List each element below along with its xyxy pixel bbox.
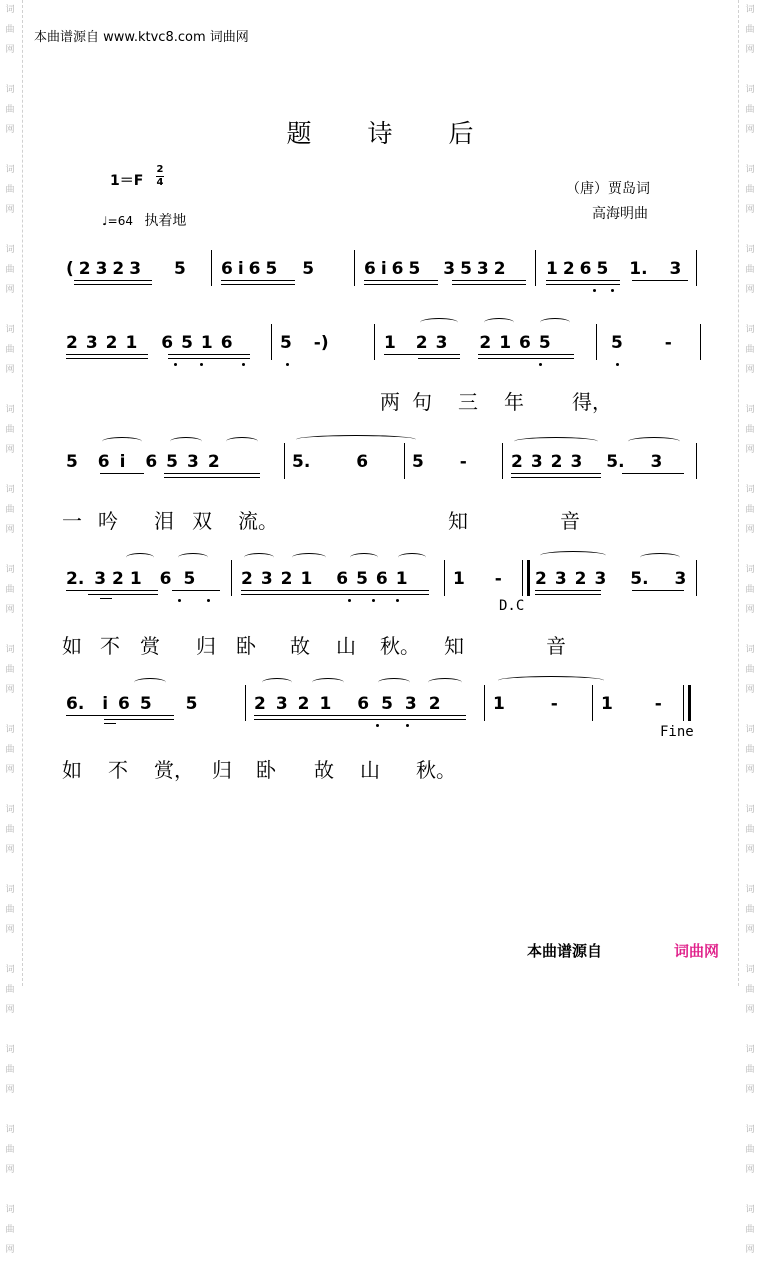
note-group: 2. <box>66 569 85 589</box>
note-group: 2323 <box>511 452 591 472</box>
lyrics-row-4 <box>62 630 566 659</box>
title-char: 后 <box>448 119 474 148</box>
source-label: 本曲谱源自 <box>34 30 100 45</box>
score-row-4 <box>66 569 207 589</box>
note-group: 5. <box>292 452 311 472</box>
score-row-4b <box>241 569 416 589</box>
tempo-value: ♩=64 <box>102 214 133 228</box>
note-group: 6532 <box>145 452 229 472</box>
note-group: 6i65 <box>364 259 426 279</box>
note-group: 6i65 <box>221 259 283 279</box>
fine-mark: Fine <box>660 724 694 740</box>
note-group: 1. <box>629 259 648 279</box>
lyric: 归 <box>196 634 216 658</box>
note-group: 2321 <box>254 694 342 714</box>
lyric: 两 <box>380 390 400 414</box>
lyrics-row-3 <box>62 505 580 534</box>
lyric: 不 <box>100 634 120 658</box>
note-group: 321 <box>94 569 148 589</box>
note-group: 1 <box>384 333 396 353</box>
lyric: 如 <box>62 758 82 782</box>
lyric: 年 <box>504 390 524 414</box>
score-row-1c <box>364 259 511 279</box>
note-group: 3 <box>650 452 663 472</box>
note-group: 1 <box>453 569 465 589</box>
da-capo: D.C <box>499 598 525 614</box>
note-group: 5. <box>606 452 625 472</box>
barline <box>696 250 697 286</box>
score-row-2 <box>66 333 241 353</box>
lyric: 三 <box>458 390 478 414</box>
lyric: 归 <box>212 758 232 782</box>
composer: 高海明曲 <box>592 206 648 222</box>
note-group: i65 <box>102 694 162 714</box>
note-group: 6. <box>66 694 85 714</box>
note-group: 6i <box>97 452 136 472</box>
note-group: 5 <box>302 259 315 279</box>
lyric: 双 <box>192 509 212 533</box>
note-group: 1265 <box>546 259 614 279</box>
note-group: 3532 <box>443 259 511 279</box>
barline <box>354 250 355 286</box>
lyric: 如 <box>62 634 82 658</box>
time-bottom: 4 <box>156 177 164 188</box>
song-title <box>0 114 760 150</box>
score-row-3d <box>511 452 662 472</box>
lyric: 秋。 <box>416 758 456 782</box>
footer-site-name[interactable]: 词曲网 <box>674 942 720 960</box>
lyricist: （唐）贾岛词 <box>566 181 650 197</box>
score-row-2b <box>280 333 329 353</box>
note-group: - <box>664 333 672 353</box>
note-group: 1 <box>601 694 613 714</box>
lyric: 故 <box>290 634 310 658</box>
note-group: 6 <box>356 452 369 472</box>
note-group: 5 <box>280 333 292 353</box>
lyric: 山 <box>360 758 380 782</box>
note-group: 5 <box>174 259 186 279</box>
note-group: 5 <box>185 694 198 714</box>
note-group: -) <box>313 333 329 353</box>
lyric: 一 <box>62 509 82 533</box>
title-char: 诗 <box>367 119 393 148</box>
note-group: 6532 <box>357 694 453 714</box>
watermark-right: 词 曲 网 词 曲 网 词 曲 网 词 曲 网 词 曲 网 词 曲 网 词 曲 网 词 曲 网 词 曲 网 词 曲 网 词 曲 网 词 曲 网 词 曲 网 词 曲 网 词 曲 网 词 曲 网 <box>745 5 755 1255</box>
score-row-2d <box>611 333 672 353</box>
time-top: 2 <box>156 164 164 175</box>
lyric: 山 <box>336 634 356 658</box>
lyric: 音 <box>546 634 566 658</box>
lyric: 吟 <box>98 509 118 533</box>
note-group: 3 <box>669 259 682 279</box>
lyrics-row-5 <box>62 754 456 783</box>
footer-source-label: 本曲谱源自 <box>527 942 603 960</box>
score-row-3 <box>66 452 229 472</box>
lyrics-row-2 <box>380 386 612 415</box>
lyric: 卧 <box>256 758 276 782</box>
note-group: 5 <box>66 452 78 472</box>
score-row-3c <box>412 452 467 472</box>
lyric: 知 <box>444 634 464 658</box>
lyric: 赏 <box>140 634 160 658</box>
note-group: 2165 <box>479 333 559 353</box>
note-group: 2321 <box>66 333 146 353</box>
note-group: 5 <box>412 452 424 472</box>
score-row-5c <box>493 694 558 714</box>
score-row-5 <box>66 694 197 714</box>
lyric: 泪 <box>154 509 174 533</box>
note-group: - <box>459 452 467 472</box>
note-group: 5. <box>630 569 649 589</box>
tempo-mark <box>102 210 186 230</box>
site-url[interactable]: www.ktvc8.com <box>103 30 206 45</box>
score-row-4d <box>535 569 686 589</box>
lyric: 秋。 <box>380 634 420 658</box>
lyric: 故 <box>314 758 334 782</box>
barline <box>535 250 536 286</box>
note-group: (2323 <box>66 259 147 279</box>
score-row-1 <box>66 259 186 279</box>
lyric: 句 <box>412 390 432 414</box>
note-group: 5 <box>611 333 623 353</box>
note-group: 6516 <box>161 333 241 353</box>
score-row-5d <box>601 694 662 714</box>
score-row-3b <box>292 452 368 472</box>
expression: 执着地 <box>144 213 187 229</box>
site-name: 词曲网 <box>209 30 249 45</box>
note-group: 65 <box>159 569 208 589</box>
lyric: 得， <box>572 390 612 414</box>
note-group: - <box>654 694 662 714</box>
key-signature: 1＝F <box>110 173 144 189</box>
note-group: 2321 <box>241 569 321 589</box>
score-row-1d <box>546 259 681 279</box>
note-group: 23 <box>415 333 456 353</box>
source-header <box>34 26 249 45</box>
score-row-2c <box>384 333 559 353</box>
score-row-4c <box>453 569 502 589</box>
note-group: - <box>494 569 502 589</box>
lyric: 知 <box>448 509 468 533</box>
title-char: 题 <box>286 119 312 148</box>
lyric: 卧 <box>236 634 256 658</box>
note-group: 6561 <box>336 569 416 589</box>
lyric: 赏， <box>154 758 194 782</box>
note-group: 1 <box>493 694 505 714</box>
note-group: 3 <box>674 569 687 589</box>
score-row-5b <box>254 694 453 714</box>
watermark-left: 词 曲 网 词 曲 网 词 曲 网 词 曲 网 词 曲 网 词 曲 网 词 曲 网 词 曲 网 词 曲 网 词 曲 网 词 曲 网 词 曲 网 词 曲 网 词 曲 网 词 曲 网 词 曲 网 <box>5 5 15 1255</box>
lyric: 流。 <box>238 509 278 533</box>
score-row-1b <box>221 259 314 279</box>
barline <box>211 250 212 286</box>
note-group: - <box>550 694 558 714</box>
lyric: 不 <box>108 758 128 782</box>
note-group: 2323 <box>535 569 615 589</box>
lyric: 音 <box>560 509 580 533</box>
time-signature <box>156 164 164 189</box>
